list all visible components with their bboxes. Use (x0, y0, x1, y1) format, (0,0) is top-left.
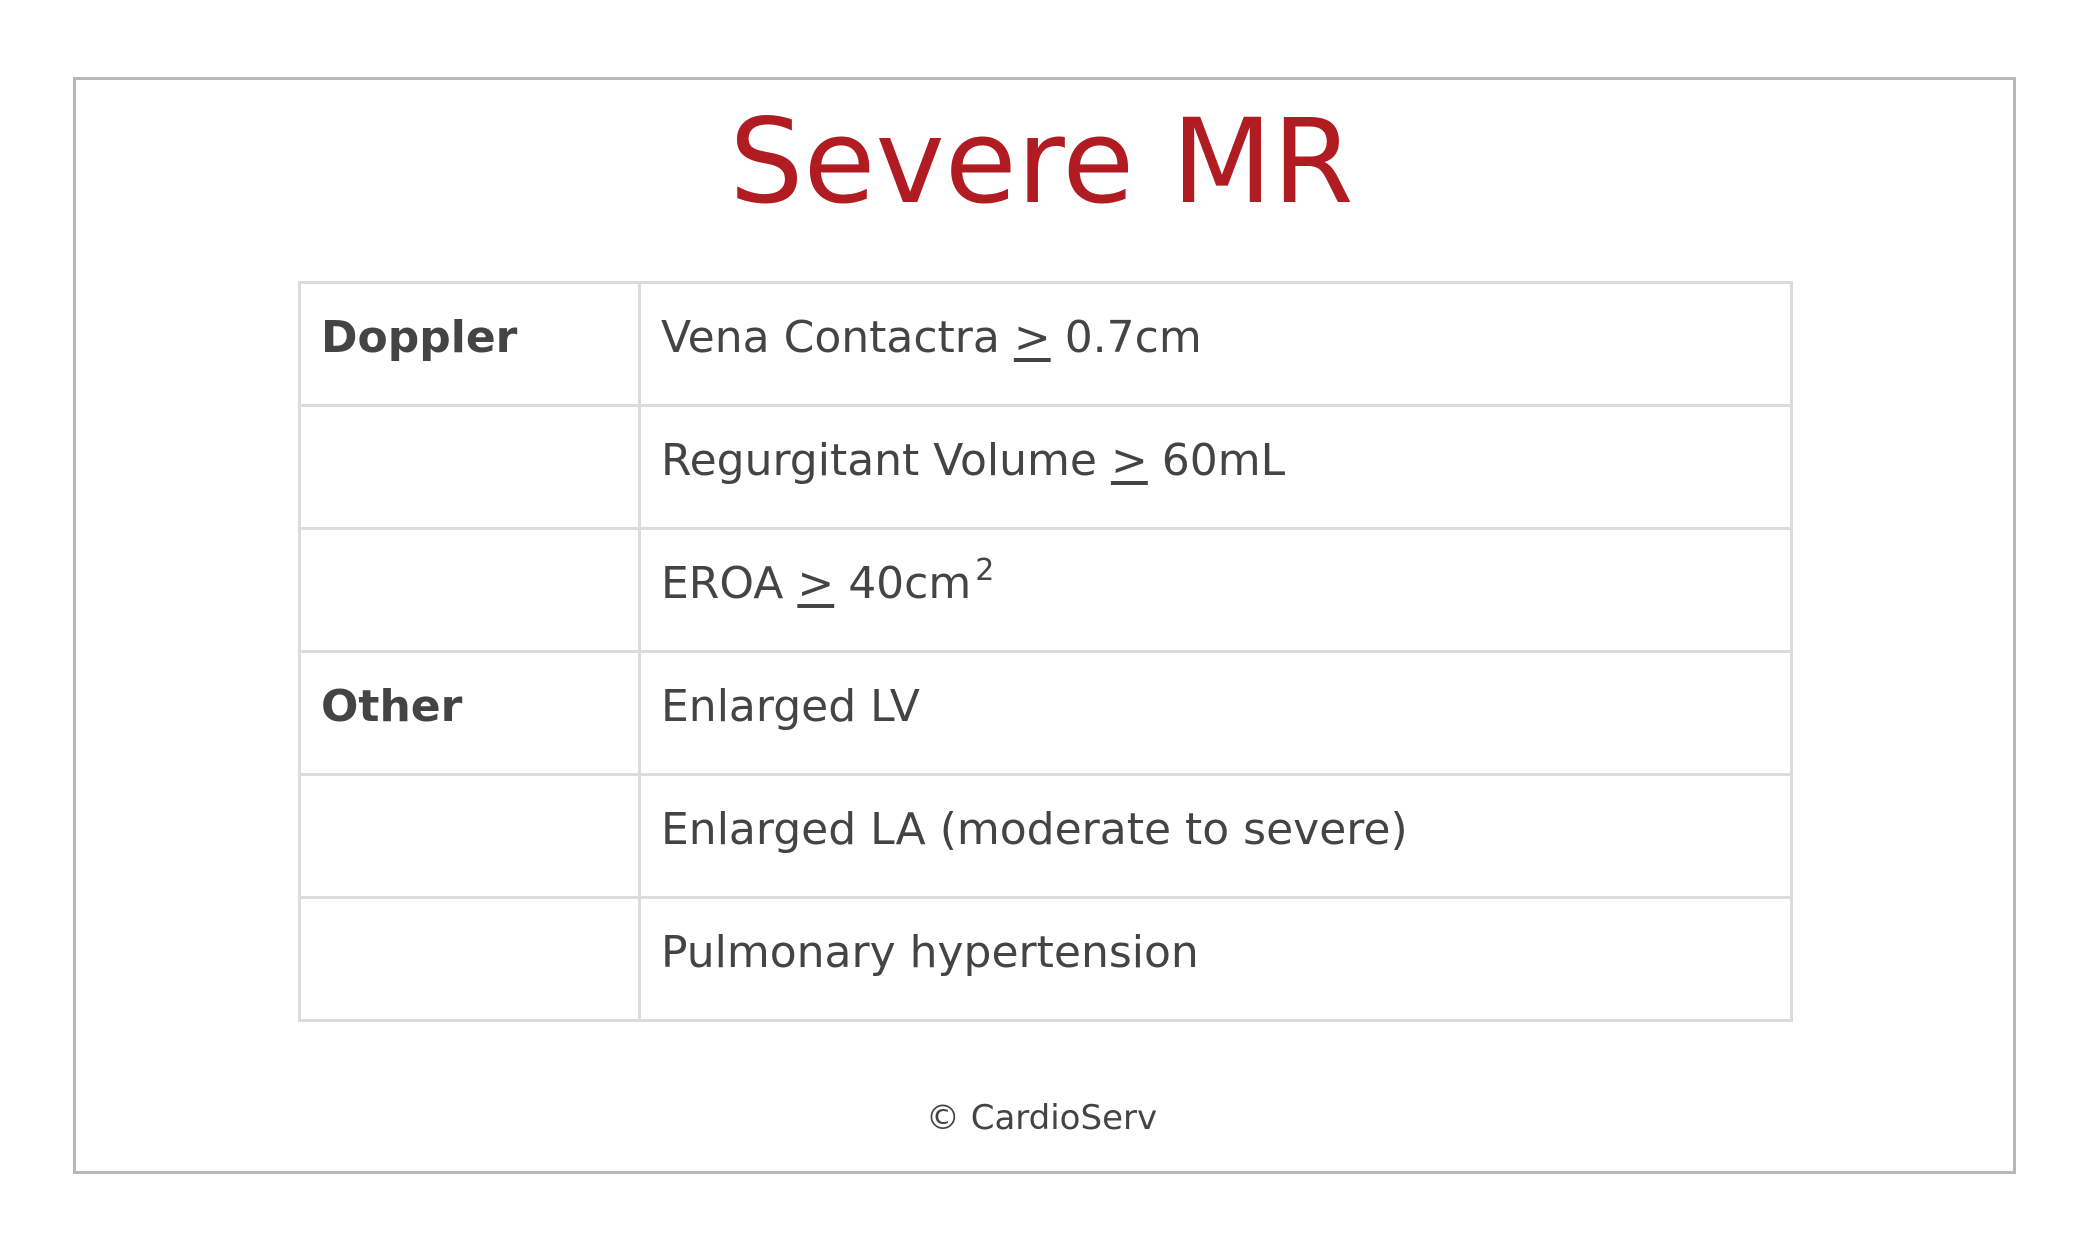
criteria-table (298, 281, 1793, 1022)
category-cell (300, 529, 640, 652)
criterion-text: Vena Contactra (661, 312, 1014, 363)
criterion-value: 60mL (1147, 435, 1286, 486)
table-row (300, 652, 1792, 775)
table-row (300, 529, 1792, 652)
table-row (300, 406, 1792, 529)
criterion-cell: Enlarged LA (moderate to severe) (640, 775, 1792, 898)
criterion-text: Regurgitant Volume (661, 435, 1111, 486)
category-cell: Other (300, 652, 640, 775)
greater-equal-symbol: > (1110, 435, 1148, 486)
table-row (300, 283, 1792, 406)
table-row (300, 898, 1792, 1021)
criterion-value: 40cm (834, 558, 972, 609)
category-cell (300, 775, 640, 898)
superscript-exponent: 2 (975, 553, 995, 588)
copyright-footer: © CardioServ (925, 1098, 1158, 1138)
category-cell: Doppler (300, 283, 640, 406)
criterion-value: 0.7cm (1050, 312, 1202, 363)
criterion-cell: Pulmonary hypertension (640, 898, 1792, 1021)
greater-equal-symbol: > (797, 558, 835, 609)
criterion-cell (640, 406, 1792, 529)
criterion-cell (640, 283, 1792, 406)
greater-equal-symbol: > (1013, 312, 1051, 363)
category-cell (300, 898, 640, 1021)
category-cell (300, 406, 640, 529)
page-title: Severe MR (729, 93, 1354, 230)
table-row (300, 775, 1792, 898)
criterion-cell (640, 529, 1792, 652)
criterion-cell: Enlarged LV (640, 652, 1792, 775)
criterion-text: EROA (661, 558, 798, 609)
